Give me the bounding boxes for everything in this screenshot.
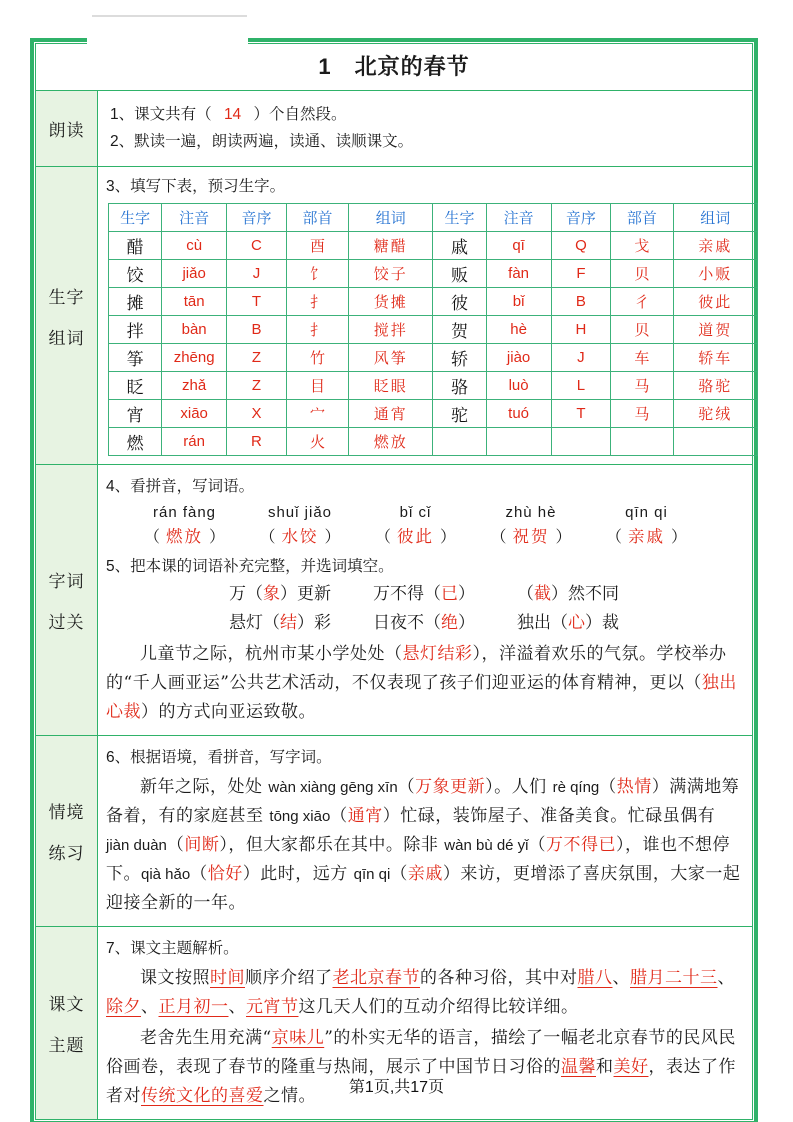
text-segment: tōng xiāo	[269, 808, 331, 825]
char-table-cell: 彼	[433, 288, 486, 316]
page-tear-artifact	[92, 15, 247, 17]
char-table-cell: 道贺	[673, 316, 757, 344]
char-table-cell: qī	[486, 232, 551, 260]
char-table-cell: tān	[162, 288, 227, 316]
text-segment: ）来访，更增添了喜庆氛围，大家一起迎接全新的一年。	[106, 864, 741, 913]
text-segment: 课文按照	[140, 968, 210, 988]
char-table-cell: X	[227, 400, 287, 428]
char-table-header-cell: 生字	[433, 204, 486, 232]
char-table-cell: L	[551, 372, 611, 400]
word-answer	[606, 523, 687, 547]
char-table-cell: 宵	[109, 400, 162, 428]
section-label-text: 练习	[48, 844, 85, 863]
char-table-cell: C	[227, 232, 287, 260]
bracket-open: （	[605, 529, 622, 546]
char-table-cell: 风筝	[349, 344, 433, 372]
text-segment: 通宵	[347, 806, 383, 826]
char-table-cell: B	[551, 288, 611, 316]
answer-text: 亲戚	[627, 527, 665, 546]
text-segment: ，表达了作者对	[106, 1057, 736, 1106]
text-segment: 亲戚	[407, 864, 443, 884]
char-table-cell: 扌	[286, 316, 348, 344]
text-segment: wàn xiàng gēng xīn	[268, 779, 398, 796]
char-table-cell: 驼绒	[673, 400, 757, 428]
section-reading	[36, 90, 752, 166]
text-segment: 顺序介绍了	[245, 968, 333, 988]
char-table-header-cell: 注音	[162, 204, 227, 232]
text-segment: 热情	[616, 777, 652, 797]
text-segment: qīn qi	[353, 866, 391, 883]
text-segment: 温馨	[561, 1057, 596, 1077]
bracket-open: （	[259, 529, 276, 546]
q6-paragraph	[106, 773, 742, 918]
section-label-text: 组词	[48, 328, 85, 348]
q5-instruction: 5、把本课的词语补充完整，并选词填空。	[106, 558, 394, 575]
word-answer	[375, 523, 456, 547]
char-table-cell: 彼此	[673, 288, 757, 316]
text-segment: ）此时，远方	[242, 864, 354, 884]
bracket-close: ）	[439, 529, 456, 546]
text-segment: （	[330, 806, 348, 826]
text-segment: 已	[441, 584, 458, 604]
char-table-header-cell: 音序	[227, 204, 287, 232]
phrase-row	[106, 609, 742, 638]
char-table-cell: T	[551, 400, 611, 428]
text-segment: 1、课文共有（	[110, 106, 216, 123]
section-situational-content	[98, 736, 752, 926]
text-segment: jiàn duàn	[106, 837, 167, 854]
char-table-row	[109, 232, 758, 260]
char-table-cell: J	[227, 260, 287, 288]
text-segment: 万（	[229, 584, 263, 604]
text-segment: 万不得已	[546, 835, 617, 855]
section-label-text: 课文	[48, 995, 85, 1014]
char-table-cell	[433, 428, 486, 456]
text-segment: 象	[263, 584, 280, 604]
text-segment: ）彩	[297, 613, 331, 633]
text-segment: （	[599, 777, 617, 797]
phrase	[229, 580, 331, 609]
pinyin-text: zhù hè	[505, 504, 557, 521]
section-label-text: 情境	[48, 803, 85, 822]
answer-text: 燃放	[166, 527, 204, 546]
text-segment: 结	[280, 613, 297, 633]
text-segment: ）。人们	[485, 777, 553, 797]
worksheet-table-inner	[35, 43, 753, 1120]
char-table-cell: F	[551, 260, 611, 288]
char-table-cell	[486, 428, 551, 456]
char-table-cell: 马	[611, 400, 673, 428]
text-segment: 绝	[441, 613, 458, 633]
char-table-cell: 宀	[286, 400, 348, 428]
text-segment: 这几天人们的互动介绍得比较详细。	[298, 997, 579, 1017]
char-table-cell: 贩	[433, 260, 486, 288]
char-table-cell: cù	[162, 232, 227, 260]
char-table-cell: zhēng	[162, 344, 227, 372]
reading-line-1	[110, 101, 740, 128]
text-segment: 之情。	[263, 1086, 316, 1106]
text-segment: ）个自然段。	[249, 106, 347, 123]
text-segment: 万不得（	[373, 584, 441, 604]
page-title: 1 北京的春节	[318, 54, 470, 79]
phrase-row	[106, 580, 742, 609]
phrase	[517, 609, 619, 638]
q5-paragraph	[106, 640, 742, 727]
section-reading-content	[98, 91, 752, 166]
char-table-cell: 饺子	[349, 260, 433, 288]
char-table-cell: 搅拌	[349, 316, 433, 344]
phrase	[229, 609, 331, 638]
pinyin-word-item	[375, 504, 456, 547]
text-segment: wàn bù dé yǐ	[444, 837, 529, 854]
footer-page-number: 第1页,共17页	[348, 1079, 445, 1096]
char-table-cell: 眨	[109, 372, 162, 400]
char-table-cell: zhǎ	[162, 372, 227, 400]
char-table-cell: 小贩	[673, 260, 757, 288]
text-segment: 京味儿	[271, 1028, 325, 1048]
char-table-cell	[673, 428, 757, 456]
char-table-cell: 扌	[286, 288, 348, 316]
pinyin-word-item	[490, 504, 571, 547]
char-table-cell: 轿	[433, 344, 486, 372]
answer-text: 彼此	[396, 527, 434, 546]
char-table-header-cell: 部首	[286, 204, 348, 232]
char-table-cell: 竹	[286, 344, 348, 372]
char-table-cell: 饣	[286, 260, 348, 288]
char-table-cell: 贝	[611, 260, 673, 288]
char-table-cell: 酉	[286, 232, 348, 260]
bracket-open: （	[374, 529, 391, 546]
char-table-cell: jiào	[486, 344, 551, 372]
text-segment: 美好	[613, 1057, 649, 1077]
char-table-cell: 货摊	[349, 288, 433, 316]
text-segment: 腊月二十三	[630, 968, 718, 988]
char-table-cell: 眨眼	[349, 372, 433, 400]
text-segment: 时间	[210, 968, 245, 988]
q7-instruction: 7、课文主题解析。	[106, 940, 239, 957]
text-segment: 元宵节	[246, 997, 299, 1017]
char-table-cell: 车	[611, 344, 673, 372]
characters-instruction: 3、填写下表，预习生字。	[106, 178, 286, 195]
text-segment: 老北京春节	[332, 968, 420, 988]
text-segment: 、	[141, 997, 159, 1017]
text-segment: 独出心裁	[106, 673, 737, 722]
char-table-cell: 亲戚	[673, 232, 757, 260]
char-table-header-row	[109, 204, 758, 232]
text-segment: 新年之际，处处	[140, 777, 269, 797]
text-segment: 老舍先生用充满“	[140, 1028, 272, 1048]
char-table-cell: 燃	[109, 428, 162, 456]
section-characters	[36, 166, 752, 464]
text-segment: （	[166, 835, 185, 855]
text-segment: 悬灯（	[229, 613, 280, 633]
answer-text: 祝贺	[512, 527, 550, 546]
text-segment: 独出（	[517, 613, 568, 633]
section-label-reading	[36, 91, 98, 166]
text-segment: 和	[596, 1057, 614, 1077]
char-table-cell: H	[551, 316, 611, 344]
char-table-cell: 戈	[611, 232, 673, 260]
char-table-header-cell: 音序	[551, 204, 611, 232]
phrase	[373, 609, 475, 638]
section-label-text: 朗读	[48, 121, 85, 140]
pinyin-word-item	[144, 504, 225, 547]
text-segment: （	[517, 584, 534, 604]
text-segment: ），洋溢着欢乐的气氛。学校举办的“千人画亚运”公共艺术活动，不仅表现了孩子们迎亚运的体育精神，更以（	[106, 644, 727, 693]
text-segment: ）	[458, 584, 475, 604]
char-table-header-cell: 生字	[109, 204, 162, 232]
char-table-cell: 摊	[109, 288, 162, 316]
section-characters-content	[98, 167, 766, 464]
char-table-row	[109, 260, 758, 288]
char-table-cell: R	[227, 428, 287, 456]
word-answer	[259, 523, 340, 547]
q6-instruction: 6、根据语境，看拼音，写字词。	[106, 749, 332, 766]
text-segment: 恰好	[207, 864, 243, 884]
char-table-cell: hè	[486, 316, 551, 344]
char-table-cell: Z	[227, 372, 287, 400]
char-table-row	[109, 400, 758, 428]
char-table-cell	[611, 428, 673, 456]
text-segment: 万象更新	[415, 777, 486, 797]
top-border-gap	[87, 38, 248, 45]
text-segment: 、	[612, 968, 630, 988]
char-table-cell: 马	[611, 372, 673, 400]
char-table-cell: 糖醋	[349, 232, 433, 260]
text-segment: 的各种习俗，其中对	[420, 968, 578, 988]
pinyin-word-item	[259, 504, 340, 547]
char-table-cell: 燃放	[349, 428, 433, 456]
text-segment: ）	[458, 613, 475, 633]
char-table-cell: T	[227, 288, 287, 316]
char-table-cell: 拌	[109, 316, 162, 344]
text-segment: （	[528, 835, 547, 855]
text-segment: ）裁	[585, 613, 619, 633]
char-table-cell: tuó	[486, 400, 551, 428]
pinyin-text: qīn qi	[625, 504, 668, 521]
pinyin-text: bǐ cǐ	[399, 504, 432, 521]
bracket-close: ）	[209, 529, 226, 546]
char-table-cell: 骆驼	[673, 372, 757, 400]
char-table-cell: 彳	[611, 288, 673, 316]
char-table-cell: 驼	[433, 400, 486, 428]
char-table-cell: J	[551, 344, 611, 372]
text-segment: 腊八	[577, 968, 613, 988]
section-words	[36, 464, 752, 735]
pinyin-word-item	[606, 504, 687, 547]
section-label-characters	[36, 167, 98, 464]
section-label-text: 主题	[48, 1036, 85, 1055]
char-table-cell: 骆	[433, 372, 486, 400]
phrase	[517, 580, 619, 609]
char-table	[108, 203, 758, 456]
text-segment: 儿童节之际，杭州市某小学处处（	[140, 644, 403, 664]
char-table-row	[109, 316, 758, 344]
char-table-cell	[551, 428, 611, 456]
bracket-open: （	[490, 529, 507, 546]
phrase	[373, 580, 475, 609]
char-table-row	[109, 372, 758, 400]
text-segment: ），但大家都乐在其中。除非	[219, 835, 445, 855]
text-segment: 14	[223, 106, 242, 123]
text-segment: 心	[568, 613, 585, 633]
text-segment: （	[190, 864, 208, 884]
text-segment: 、	[228, 997, 246, 1017]
char-table-header-cell: 注音	[486, 204, 551, 232]
text-segment: 传统文化的喜爱	[141, 1086, 264, 1106]
text-segment: ）更新	[280, 584, 331, 604]
text-segment: 除夕	[106, 997, 141, 1017]
char-table-cell: Z	[227, 344, 287, 372]
char-table-cell: rán	[162, 428, 227, 456]
text-segment: 正月初一	[158, 997, 229, 1017]
char-table-cell: luò	[486, 372, 551, 400]
bracket-close: ）	[555, 529, 572, 546]
worksheet-table	[30, 38, 758, 1122]
char-table-cell: 贝	[611, 316, 673, 344]
section-words-content	[98, 465, 752, 735]
text-segment: 、	[717, 968, 735, 988]
char-table-cell: bàn	[162, 316, 227, 344]
char-table-cell: 火	[286, 428, 348, 456]
char-table-cell: jiǎo	[162, 260, 227, 288]
word-answer	[144, 523, 225, 547]
text-segment: rè qíng	[552, 779, 600, 796]
text-segment: ）的方式向亚运致敬。	[141, 702, 316, 722]
text-segment: 间断	[184, 835, 220, 855]
char-table-header-cell: 组词	[349, 204, 433, 232]
text-segment: ），谁也不想停下。	[106, 835, 731, 884]
pinyin-text: rán fàng	[152, 504, 217, 521]
char-table-cell: 轿车	[673, 344, 757, 372]
bracket-close: ）	[670, 529, 687, 546]
char-table-cell: xiāo	[162, 400, 227, 428]
char-table-cell: 戚	[433, 232, 486, 260]
section-label-words	[36, 465, 98, 735]
text-segment: （	[390, 864, 408, 884]
char-table-cell: 饺	[109, 260, 162, 288]
pinyin-text: shuǐ jiǎo	[267, 504, 333, 521]
char-table-header-cell: 组词	[673, 204, 757, 232]
pinyin-word-block	[144, 504, 687, 547]
section-label-text: 字词	[48, 572, 85, 591]
text-segment: （	[397, 777, 416, 797]
text-segment: 截	[534, 584, 551, 604]
char-table-cell: 通宵	[349, 400, 433, 428]
text-segment: ）忙碌，装饰屋子、准备美食。忙碌虽偶有	[382, 806, 716, 826]
text-segment: ”的朴实无华的语言，描绘了一幅老北京春节的民风民俗画卷，表现了春节的隆重与热闹，展示了中国节日习俗的	[106, 1028, 736, 1077]
answer-text: 水饺	[281, 527, 319, 546]
char-table-cell: 贺	[433, 316, 486, 344]
text-segment: qià hǎo	[141, 866, 191, 883]
section-label-text: 过关	[48, 613, 85, 632]
char-table-cell: 目	[286, 372, 348, 400]
char-table-cell: Q	[551, 232, 611, 260]
word-answer	[490, 523, 571, 547]
char-table-row	[109, 288, 758, 316]
char-table-cell: 醋	[109, 232, 162, 260]
char-table-cell: B	[227, 316, 287, 344]
q7-paragraph-1	[106, 964, 742, 1022]
char-table-cell: 筝	[109, 344, 162, 372]
text-segment: ）然不同	[551, 584, 619, 604]
section-label-text: 生字	[48, 287, 85, 307]
q4-instruction: 4、看拼音，写词语。	[106, 478, 255, 495]
char-table-row	[109, 428, 758, 456]
char-table-row	[109, 344, 758, 372]
bracket-close: ）	[324, 529, 341, 546]
q7-paragraph-2	[106, 1024, 742, 1111]
char-table-header-cell: 部首	[611, 204, 673, 232]
reading-line-2: 2、默读一遍，朗读两遍，读通、读顺课文。	[110, 133, 414, 150]
section-label-situational	[36, 736, 98, 926]
text-segment: 悬灯结彩	[402, 644, 473, 664]
text-segment: 日夜不（	[373, 613, 441, 633]
bracket-open: （	[144, 529, 161, 546]
text-segment: ）满满地筹备着，有的家庭甚至	[106, 777, 740, 826]
section-situational	[36, 735, 752, 926]
char-table-cell: fàn	[486, 260, 551, 288]
char-table-cell: bǐ	[486, 288, 551, 316]
